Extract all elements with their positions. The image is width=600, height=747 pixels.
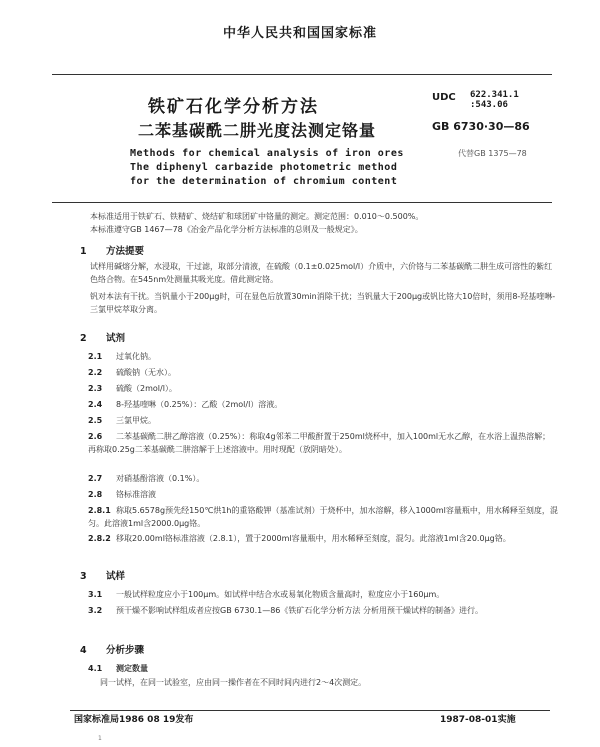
section-2-heading <box>80 330 125 344</box>
section-number: 4 <box>80 645 87 656</box>
section-number: 1 <box>80 246 87 257</box>
item-2-8-1: 2.8.1 称取5.6578g预先经150℃烘1h的重铬酸钾（基准试剂）于烧杯中，加水溶解，移入1000ml容量瓶中，用水稀释至刻度，混匀。此溶液1ml含2000.0μg铬。 <box>88 506 558 528</box>
section-3-heading <box>80 568 125 582</box>
top-divider <box>52 74 552 75</box>
document-title-cn-line2: 二苯基碳酰二肼光度法测定铬量 <box>138 121 377 140</box>
item-2-5: 2.5 三氯甲烷。 <box>88 416 156 425</box>
gb-standard-number: GB 6730·30—86 <box>432 120 530 133</box>
section-number: 3 <box>80 571 87 582</box>
section-1-para-1: 试样用碱熔分解，水浸取，干过滤，取部分清液，在硫酸（0.1±0.025mol/l）介质中，六价铬与二苯基碳酰二肼生成可溶性的紫红色络合物。在545nm处测量其吸光度。借此测定铬。 <box>90 262 553 284</box>
document-title-en-line2: The diphenyl carbazide photometric method <box>130 162 398 173</box>
item-2-8: 2.8 铬标准溶液 <box>88 490 156 499</box>
udc-number-line1: 622.341.1 <box>470 90 519 100</box>
section-title: 分析步骤 <box>106 645 145 656</box>
item-2-7: 2.7 对硝基酚溶液（0.1%）。 <box>88 474 205 483</box>
section-title: 方法提要 <box>106 246 145 257</box>
section-title: 试样 <box>106 571 126 582</box>
udc-number-line2: :543.06 <box>470 100 508 110</box>
intro-compliance: 本标准遵守GB 1467—78《冶金产品化学分析方法标准的总则及一般规定》。 <box>90 225 363 234</box>
document-title-en-line1: Methods for chemical analysis of iron ores <box>130 148 404 159</box>
item-3-2: 3.2 预干燥不影响试样组成者应按GB 6730.1—86《铁矿石化学分析方法 分析用预干燥试样的制备》进行。 <box>88 606 483 615</box>
section-1-para-2: 钒对本法有干扰。当钒量小于200μg时，可在显色后放置30min消除干扰；当钒量大于200μg或钒比铬大10倍时，须用8-羟基喹啉-三氯甲烷萃取分离。 <box>90 292 556 314</box>
country-standard-title: 中华人民共和国国家标准 <box>222 26 377 41</box>
section-4-tail: 同一试样，在同一试验室，应由同一操作者在不同时间内进行2～4次测定。 <box>100 678 367 687</box>
issue-date: 国家标准局1986 08 19发布 <box>74 715 194 725</box>
section-number: 2 <box>80 333 87 344</box>
udc-number <box>470 90 519 110</box>
page-number: 1 <box>98 735 102 742</box>
item-2-6: 2.6 二苯基碳酰二肼乙醇溶液（0.25%）：称取4g邻苯二甲酸酐置于250ml烧杯中，加入100ml无水乙醇，在水浴上温热溶解；再称取0.25g二苯基碳酰二肼溶解于上述溶液中。用时现配（放阴暗处）。 <box>88 432 551 454</box>
section-1-heading <box>80 243 144 257</box>
item-4-1: 4.1 测定数量 <box>88 664 148 673</box>
item-2-1: 2.1 过氧化钠。 <box>88 352 156 361</box>
udc-label: UDC <box>432 92 456 103</box>
item-2-4: 2.4 8-羟基喹啉（0.25%）：乙酸（2mol/l）溶液。 <box>88 400 283 409</box>
footer-divider <box>70 710 550 711</box>
item-2-3: 2.3 硫酸（2mol/l）。 <box>88 384 177 393</box>
item-3-1: 3.1 一般试样粒度应小于100μm。如试样中结合水或易氧化物质含量高时，粒度应小于160μm。 <box>88 590 445 599</box>
document-title-cn-line1: 铁矿石化学分析方法 <box>148 97 319 117</box>
section-4-heading <box>80 642 144 656</box>
header-divider <box>52 202 552 203</box>
intro-scope: 本标准适用于铁矿石、铁精矿、烧结矿和球团矿中铬量的测定。测定范围：0.010～0.500%。 <box>90 212 424 221</box>
item-2-8-2: 2.8.2 移取20.00ml铬标准溶液（2.8.1），置于2000ml容量瓶中，用水稀释至刻度，混匀。此溶液1ml含20.0μg铬。 <box>88 534 511 543</box>
document-title-en-line3: for the determination of chromium content <box>130 176 398 187</box>
replaces-standard: 代替GB 1375—78 <box>458 149 527 158</box>
effective-date: 1987-08-01实施 <box>440 715 516 725</box>
item-2-2: 2.2 硫酸钠（无水）。 <box>88 368 176 377</box>
section-title: 试剂 <box>106 333 126 344</box>
